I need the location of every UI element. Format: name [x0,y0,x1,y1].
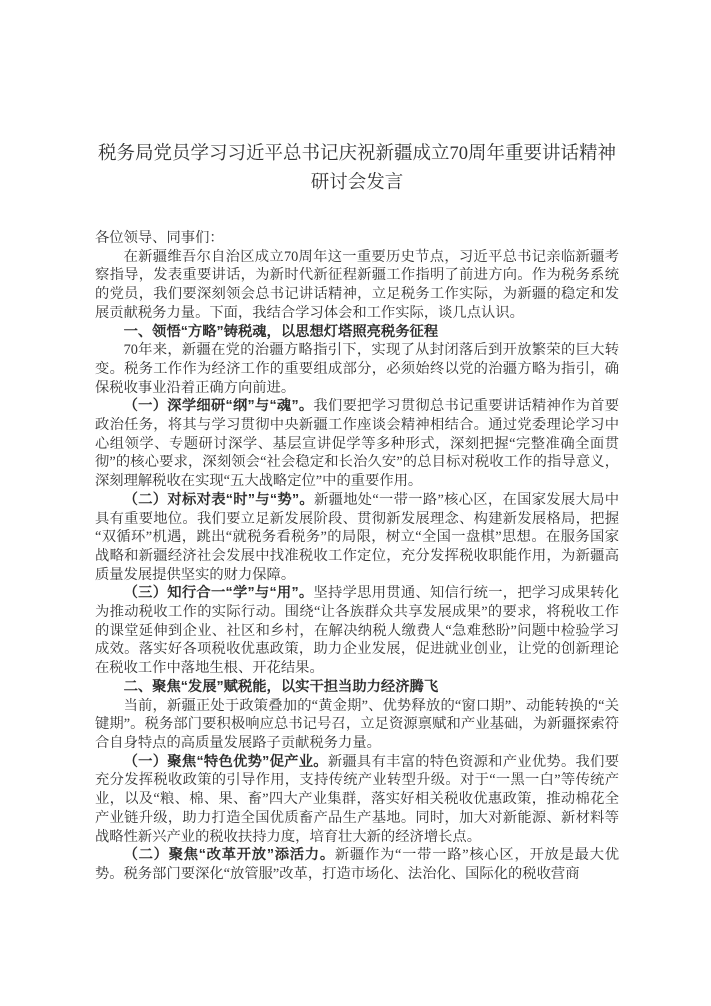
paragraph-text: 坚持学思用贯通、知信行统一，把学习成果转化为推动税收工作的实际行动。围绕“让各族群众共享发展成果”的要求，将税收工作的课堂延伸到企业、社区和乡村，在解决纳税人缴费人“急难愁盼”问题中检验学习成效。落实好各项税收优惠政策，助力企业发展，促进就业创业，让党的创新理论在税收工作中落地生根、开花结果。 [95,585,620,677]
paragraph-text: 新疆具有丰富的特色资源和产业优势。我们要充分发挥税收政策的引导作用，支持传统产业转型升级。对于“一黑一白”等传统产业，以及“粮、棉、果、畜”四大产业集群，落实好相关税收优惠政策，推动棉花全产业链升级，助力打造全国优质畜产品生产基地。同时，加大对新能源、新材料等战略性新兴产业的税收扶持力度，培育壮大新的经济增长点。 [95,753,619,845]
paragraph-text: 新疆地处“一带一路”核心区，在国家发展大局中具有重要地位。我们要立足新发展阶段、贯彻新发展理念、构建新发展格局，把握“双循环”机遇，跳出“就税务看税务”的局限，树立“全国一盘棋”思想。在服务国家战略和新疆经济社会发展中找准税收工作定位，充分发挥税收职能作用，为新疆高质量发展提供坚实的财力保障。 [95,491,619,583]
heading-text: 二、聚焦“发展”赋税能，以实干担当助力经济腾飞 [123,678,439,695]
intro-paragraph [95,248,619,323]
paragraph-text: 我们要把学习贯彻总书记重要讲话精神作为首要政治任务，将其与学习贯彻中央新疆工作座谈会精神相结合。通过党委理论学习中心组领学、专题研讨深学、基层宣讲促学等多种形式，深刻把握“完整准确全面贯彻”的核心要求，深刻领会“社会稳定和长治久安”的总目标对税收工作的指导意义，深刻理解税收在实现“五大战略定位”中的重要作用。 [95,398,620,490]
subsection-1-1-paragraph [95,397,619,491]
document-title: 税务局党员学习习近平总书记庆祝新疆成立70周年重要讲话精神研讨会发言 [97,144,616,193]
section-2-intro-paragraph [95,697,619,753]
subsection-1-2-paragraph [95,491,619,585]
paragraph-lead: （三）知行合一“学”与“用”。 [123,585,314,602]
subsection-1-3-paragraph [95,584,619,678]
paragraph-lead: （一）聚焦“特色优势”促产业。 [123,753,328,770]
paragraph-text: 当前，新疆正处于政策叠加的“黄金期”、优势释放的“窗口期”、动能转换的“关键期”。税务部门要积极响应总书记号召，立足资源禀赋和产业基础，为新疆探索符合自身特点的高质量发展路子贡献税务力量。 [95,697,619,751]
section-2-heading [95,678,619,697]
subsection-2-1-paragraph [95,753,619,847]
paragraph-lead: （一）深学细研“纲”与“魂”。 [123,398,314,415]
paragraph-lead: （二）对标对表“时”与“势”。 [123,491,314,508]
section-1-intro-paragraph [95,341,619,397]
section-1-heading [95,323,619,342]
paragraph-text: 70年来，新疆在党的治疆方略指引下，实现了从封闭落后到开放繁荣的巨大转变。税务工作作为经济工作的重要组成部分，必须始终以党的治疆方略为指引，确保税收事业沿着正确方向前进。 [95,342,619,396]
heading-text: 一、领悟“方略”铸税魂，以思想灯塔照亮税务征程 [123,323,439,340]
paragraph-text: 在新疆维吾尔自治区成立70周年这一重要历史节点，习近平总书记亲临新疆考察指导，发表重要讲话，为新时代新征程新疆工作指明了前进方向。作为税务系统的党员，我们要深刻领会总书记讲话精神，立足税务工作实际，为新疆的稳定和发展贡献税务力量。下面，我结合学习体会和工作实际，谈几点认识。 [95,248,619,321]
paragraph-text: 新疆作为“一带一路”核心区，开放是最大优势。税务部门要深化“放管服”改革，打造市场化、法治化、国际化的税收营商 [95,847,619,882]
salutation: 各位领导、同事们： [95,230,224,246]
subsection-2-2-paragraph [95,846,619,883]
paragraph-lead: （二）聚焦“改革开放”添活力。 [123,847,335,864]
document-content [95,140,619,884]
